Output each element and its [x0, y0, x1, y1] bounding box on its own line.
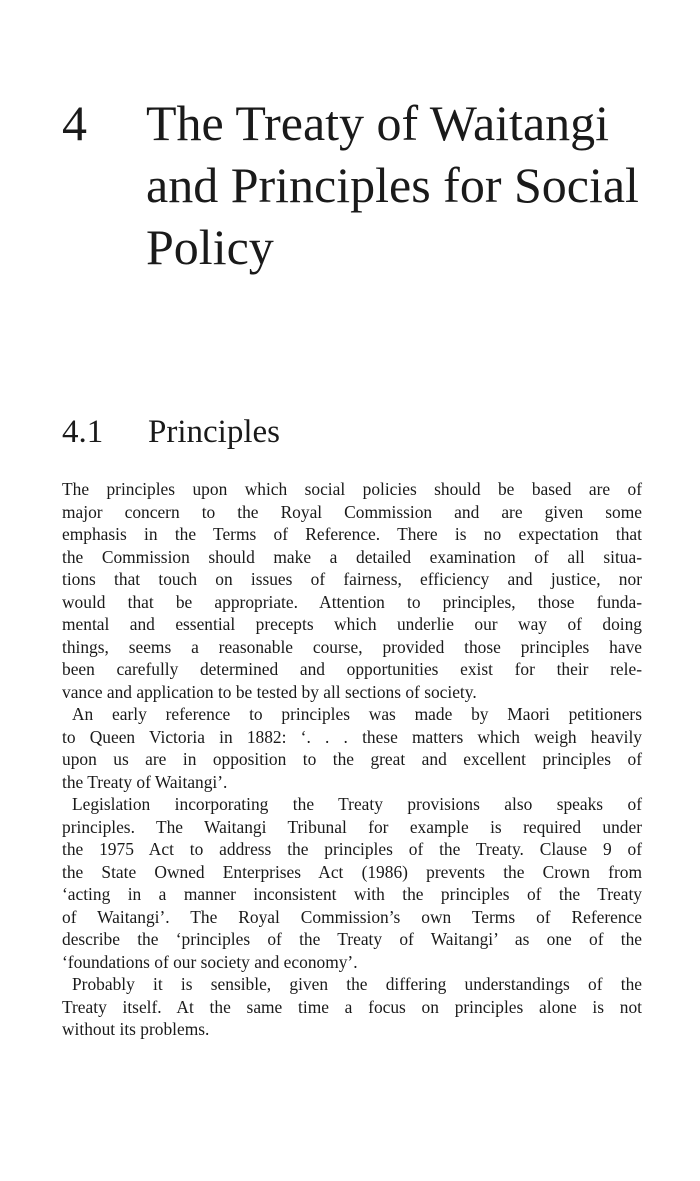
text-line: the State Owned Enterprises Act (1986) prevents the Crown from — [62, 861, 642, 882]
text-line: to Queen Victoria in 1882: ‘. . . these matters which weigh heavily — [62, 726, 642, 747]
text-line: the 1975 Act to address the principles of the Treaty. Clause 9 of — [62, 839, 642, 859]
section-heading — [62, 412, 280, 452]
text-line: upon us are in opposition to the great and excellent principles of — [62, 749, 642, 769]
text-line: emphasis in the Terms of Reference. There is no expectation that — [62, 524, 642, 544]
text-line: without its problems. — [62, 1019, 210, 1039]
body-text — [62, 478, 642, 1041]
text-line: principles. The Waitangi Tribunal for example is required under — [62, 816, 642, 837]
text-line: An early reference to principles was made by Maori petitioners — [72, 704, 642, 724]
text-line: the Commission should make a detailed examination of all situa- — [62, 546, 642, 567]
chapter-title-line: and Principles for Social — [146, 157, 639, 213]
text-line: Probably it is sensible, given the differing understandings of the — [72, 974, 642, 994]
text-line: vance and application to be tested by all sections of society. — [62, 681, 477, 702]
section-number: 4.1 — [62, 414, 104, 450]
text-line: tions that touch on issues of fairness, efficiency and justice, nor — [62, 569, 642, 589]
text-line: the Treaty of Waitangi’. — [62, 771, 228, 792]
text-line: mental and essential precepts which underlie our way of doing — [62, 614, 642, 634]
text-line: The principles upon which social policies should be based are of — [62, 479, 642, 499]
text-line: ‘foundations of our society and economy’. — [62, 951, 358, 972]
section-title: Principles — [148, 414, 280, 450]
chapter-number: 4 — [62, 95, 87, 151]
text-line: things, seems a reasonable course, provided those principles have — [62, 636, 642, 657]
text-line: would that be appropriate. Attention to principles, those funda- — [62, 591, 642, 612]
text-line: of Waitangi’. The Royal Commission’s own Terms of Reference — [62, 906, 642, 927]
chapter-title-line: Policy — [146, 219, 274, 275]
chapter-title-line: The Treaty of Waitangi — [146, 95, 610, 151]
text-line: been carefully determined and opportunities exist for their rele- — [62, 659, 642, 679]
text-line: ‘acting in a manner inconsistent with the principles of the Treaty — [62, 884, 642, 904]
text-line: Treaty itself. At the same time a focus on principles alone is not — [62, 996, 642, 1017]
text-line: major concern to the Royal Commission and are given some — [62, 501, 642, 522]
text-line: describe the ‘principles of the Treaty of Waitangi’ as one of the — [62, 929, 642, 949]
chapter-title — [146, 92, 639, 278]
text-line: Legislation incorporating the Treaty provisions also speaks of — [72, 794, 642, 814]
